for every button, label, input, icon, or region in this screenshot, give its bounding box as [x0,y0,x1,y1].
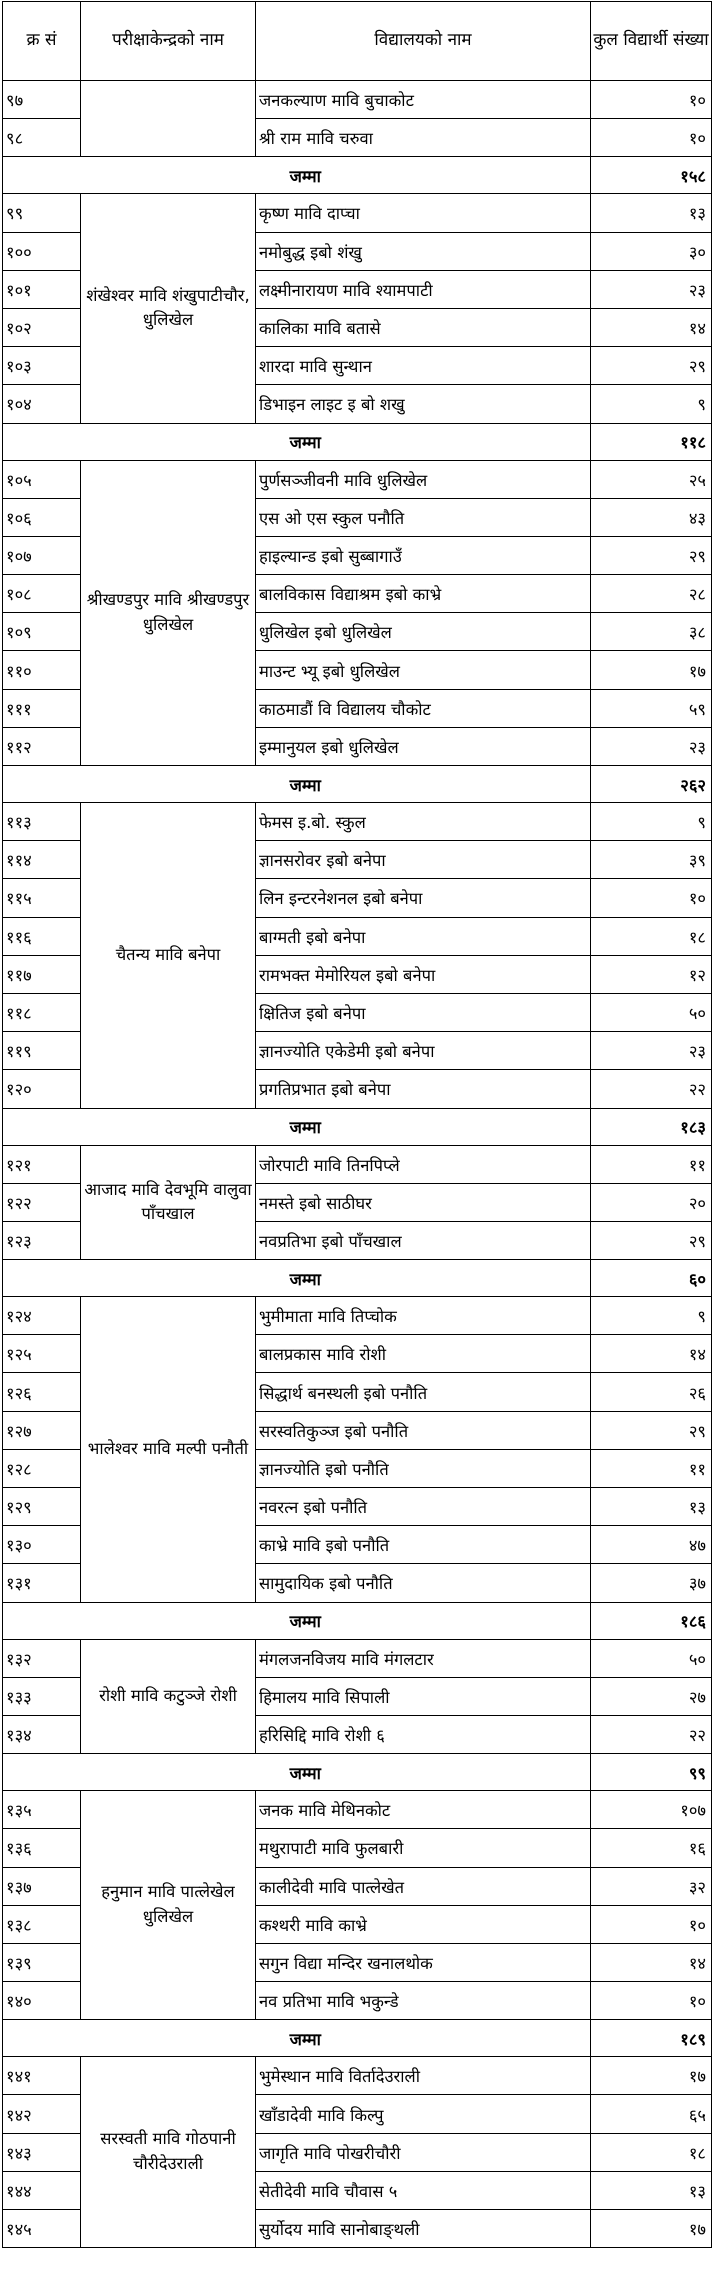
school-name-cell: ज्ञानज्योति इबो पनौति [256,1449,591,1487]
total-value: १८३ [591,1108,712,1145]
school-name-cell: कालिका मावि बतासे [256,308,591,346]
student-count-cell: १८ [591,917,712,955]
serial-number-cell: १४० [3,1982,81,2020]
serial-number-cell: १२६ [3,1373,81,1411]
student-count-cell: ३८ [591,613,712,651]
exam-center-cell [81,81,256,157]
total-label: जम्मा [81,1260,591,1297]
group-total-row [3,1108,712,1145]
student-count-cell: २९ [591,536,712,574]
serial-number-cell: १०२ [3,308,81,346]
total-label: जम्मा [81,1602,591,1639]
serial-number-cell: ११३ [3,803,81,841]
school-name-cell: डिभाइन लाइट इ बो शखु [256,385,591,423]
school-name-cell: जागृति मावि पोखरीचौरी [256,2133,591,2171]
student-count-cell: ४७ [591,1526,712,1564]
serial-number-cell: १४१ [3,2057,81,2095]
serial-number-cell: १०९ [3,613,81,651]
table-row [3,2057,712,2095]
student-count-cell: १८ [591,2133,712,2171]
serial-number-cell: १११ [3,689,81,727]
student-count-cell: २८ [591,575,712,613]
exam-center-table [2,1,712,2248]
student-count-cell: १४ [591,308,712,346]
exam-center-cell: हनुमान मावि पात्लेखेल धुलिखेल [81,1791,256,2020]
total-spacer-cell [3,423,81,460]
serial-number-cell: ११९ [3,1032,81,1070]
total-label: जम्मा [81,1108,591,1145]
table-row [3,194,712,232]
total-value: ६० [591,1260,712,1297]
table-row [3,460,712,498]
student-count-cell: ९ [591,1297,712,1335]
serial-number-cell: ११६ [3,917,81,955]
school-name-cell: नवप्रतिभा इबो पाँचखाल [256,1221,591,1259]
exam-center-document [2,1,712,2248]
serial-number-cell: १०५ [3,460,81,498]
total-value: २६२ [591,766,712,803]
group-total-row [3,157,712,194]
exam-center-cell: चैतन्य मावि बनेपा [81,803,256,1109]
group-total-row [3,1602,712,1639]
table-header-row [3,2,712,81]
table-row [3,1297,712,1335]
student-count-cell: २० [591,1183,712,1221]
total-label: जम्मा [81,2020,591,2057]
school-name-cell: ज्ञानसरोवर इबो बनेपा [256,841,591,879]
total-value: १८६ [591,1602,712,1639]
student-count-cell: ११ [591,1449,712,1487]
school-name-cell: रामभक्त मेमोरियल इबो बनेपा [256,955,591,993]
serial-number-cell: १०६ [3,498,81,536]
school-name-cell: फेमस इ.बो. स्कुल [256,803,591,841]
school-name-cell: मथुरापाटी मावि फुलबारी [256,1829,591,1867]
student-count-cell: १० [591,879,712,917]
total-spacer-cell [3,2020,81,2057]
school-name-cell: खाँडादेवी मावि किल्पु [256,2095,591,2133]
school-name-cell: ज्ञानज्योति एकेडेमी इबो बनेपा [256,1032,591,1070]
header-serial: क्र सं [3,2,81,81]
student-count-cell: २२ [591,1715,712,1753]
table-row [3,81,712,119]
student-count-cell: १७ [591,651,712,689]
serial-number-cell: ९८ [3,119,81,157]
group-total-row [3,1754,712,1791]
school-name-cell: जनकल्याण मावि बुचाकोट [256,81,591,119]
serial-number-cell: १०४ [3,385,81,423]
school-name-cell: प्रगतिप्रभात इबो बनेपा [256,1070,591,1108]
serial-number-cell: १३० [3,1526,81,1564]
school-name-cell: कश्थरी मावि काभ्रे [256,1905,591,1943]
total-value: १८९ [591,2020,712,2057]
student-count-cell: १३ [591,194,712,232]
exam-center-cell: आजाद मावि देवभूमि वालुवा पाँचखाल [81,1145,256,1260]
school-name-cell: लक्ष्मीनारायण मावि श्यामपाटी [256,270,591,308]
serial-number-cell: १३४ [3,1715,81,1753]
student-count-cell: २६ [591,1373,712,1411]
serial-number-cell: १०३ [3,347,81,385]
header-student-count: कुल विद्यार्थी संख्या [591,2,712,81]
serial-number-cell: १२३ [3,1221,81,1259]
table-body [3,81,712,2248]
school-name-cell: काभ्रे मावि इबो पनौति [256,1526,591,1564]
serial-number-cell: १२७ [3,1411,81,1449]
student-count-cell: २९ [591,1411,712,1449]
student-count-cell: १७ [591,2057,712,2095]
student-count-cell: २९ [591,347,712,385]
student-count-cell: ९ [591,385,712,423]
serial-number-cell: १२० [3,1070,81,1108]
school-name-cell: नवरत्न इबो पनौति [256,1488,591,1526]
group-total-row [3,2020,712,2057]
total-label: जम्मा [81,766,591,803]
serial-number-cell: १३५ [3,1791,81,1829]
serial-number-cell: १४३ [3,2133,81,2171]
school-name-cell: नमोबुद्ध इबो शंखु [256,232,591,270]
total-label: जम्मा [81,1754,591,1791]
header-exam-center: परीक्षाकेन्द्रको नाम [81,2,256,81]
school-name-cell: लिन इन्टरनेशनल इबो बनेपा [256,879,591,917]
serial-number-cell: १२५ [3,1335,81,1373]
student-count-cell: १० [591,119,712,157]
school-name-cell: सामुदायिक इबो पनौति [256,1564,591,1602]
exam-center-cell: श्रीखण्डपुर मावि श्रीखण्डपुर धुलिखेल [81,460,256,766]
student-count-cell: ९ [591,803,712,841]
serial-number-cell: १२८ [3,1449,81,1487]
school-name-cell: शारदा मावि सुन्थान [256,347,591,385]
student-count-cell: ५० [591,993,712,1031]
group-total-row [3,766,712,803]
student-count-cell: ३० [591,232,712,270]
student-count-cell: १४ [591,1335,712,1373]
student-count-cell: २३ [591,727,712,765]
table-row [3,1639,712,1677]
total-spacer-cell [3,1108,81,1145]
school-name-cell: सेतीदेवी मावि चौवास ५ [256,2171,591,2209]
school-name-cell: नमस्ते इबो साठीघर [256,1183,591,1221]
student-count-cell: १० [591,81,712,119]
total-spacer-cell [3,157,81,194]
serial-number-cell: ९७ [3,81,81,119]
school-name-cell: बालविकास विद्याश्रम इबो काभ्रे [256,575,591,613]
student-count-cell: ३९ [591,841,712,879]
student-count-cell: २५ [591,460,712,498]
serial-number-cell: १०१ [3,270,81,308]
group-total-row [3,1260,712,1297]
total-spacer-cell [3,1602,81,1639]
serial-number-cell: १३१ [3,1564,81,1602]
student-count-cell: ६५ [591,2095,712,2133]
total-spacer-cell [3,766,81,803]
student-count-cell: ३२ [591,1867,712,1905]
student-count-cell: २३ [591,270,712,308]
student-count-cell: ५९ [591,689,712,727]
serial-number-cell: १०० [3,232,81,270]
exam-center-cell: भालेश्वर मावि मल्पी पनौती [81,1297,256,1603]
serial-number-cell: ११८ [3,993,81,1031]
school-name-cell: जोरपाटी मावि तिनपिप्ले [256,1145,591,1183]
serial-number-cell: १३६ [3,1829,81,1867]
serial-number-cell: १३३ [3,1677,81,1715]
total-label: जम्मा [81,157,591,194]
serial-number-cell: १०७ [3,536,81,574]
student-count-cell: २२ [591,1070,712,1108]
student-count-cell: ४३ [591,498,712,536]
school-name-cell: सगुन विद्या मन्दिर खनालथोक [256,1943,591,1981]
school-name-cell: एस ओ एस स्कुल पनौति [256,498,591,536]
total-value: ११८ [591,423,712,460]
student-count-cell: ५० [591,1639,712,1677]
student-count-cell: १३ [591,2171,712,2209]
student-count-cell: १० [591,1905,712,1943]
school-name-cell: सुर्योदय मावि सानोबाङ्थली [256,2210,591,2248]
student-count-cell: २७ [591,1677,712,1715]
serial-number-cell: १४२ [3,2095,81,2133]
serial-number-cell: १४५ [3,2210,81,2248]
student-count-cell: १६ [591,1829,712,1867]
total-value: १५८ [591,157,712,194]
serial-number-cell: ११४ [3,841,81,879]
group-total-row [3,423,712,460]
school-name-cell: क्षितिज इबो बनेपा [256,993,591,1031]
school-name-cell: इम्मानुयल इबो धुलिखेल [256,727,591,765]
serial-number-cell: ११० [3,651,81,689]
total-label: जम्मा [81,423,591,460]
serial-number-cell: १२९ [3,1488,81,1526]
serial-number-cell: ११५ [3,879,81,917]
school-name-cell: धुलिखेल इबो धुलिखेल [256,613,591,651]
student-count-cell: १० [591,1982,712,2020]
school-name-cell: भुमीमाता मावि तिप्चोक [256,1297,591,1335]
serial-number-cell: १३९ [3,1943,81,1981]
table-row [3,803,712,841]
serial-number-cell: १२२ [3,1183,81,1221]
exam-center-cell: शंखेश्वर मावि शंखुपाटीचौर, धुलिखेल [81,194,256,423]
total-spacer-cell [3,1754,81,1791]
student-count-cell: १२ [591,955,712,993]
school-name-cell: मंगलजनविजय मावि मंगलटार [256,1639,591,1677]
total-spacer-cell [3,1260,81,1297]
student-count-cell: ३७ [591,1564,712,1602]
school-name-cell: नव प्रतिभा मावि भकुन्डे [256,1982,591,2020]
student-count-cell: २९ [591,1221,712,1259]
exam-center-cell: रोशी मावि कटुञ्जे रोशी [81,1639,256,1754]
school-name-cell: पुर्णसञ्जीवनी मावि धुलिखेल [256,460,591,498]
school-name-cell: श्री राम मावि चरुवा [256,119,591,157]
school-name-cell: हिमालय मावि सिपाली [256,1677,591,1715]
school-name-cell: भुमेस्थान मावि विर्तादेउराली [256,2057,591,2095]
student-count-cell: २३ [591,1032,712,1070]
school-name-cell: सिद्धार्थ बनस्थली इबो पनौति [256,1373,591,1411]
school-name-cell: सरस्वतिकुञ्ज इबो पनौति [256,1411,591,1449]
school-name-cell: हरिसिद्दि मावि रोशी ६ [256,1715,591,1753]
serial-number-cell: ११७ [3,955,81,993]
serial-number-cell: १२१ [3,1145,81,1183]
school-name-cell: हाइल्यान्ड इबो सुब्बागाउँ [256,536,591,574]
serial-number-cell: १२४ [3,1297,81,1335]
serial-number-cell: १३७ [3,1867,81,1905]
school-name-cell: कालीदेवी मावि पात्लेखेत [256,1867,591,1905]
school-name-cell: काठमाडौं वि विद्यालय चौकोट [256,689,591,727]
student-count-cell: १३ [591,1488,712,1526]
serial-number-cell: १०८ [3,575,81,613]
serial-number-cell: ११२ [3,727,81,765]
school-name-cell: बालप्रकास मावि रोशी [256,1335,591,1373]
table-row [3,1791,712,1829]
school-name-cell: कृष्ण मावि दाप्चा [256,194,591,232]
serial-number-cell: ९९ [3,194,81,232]
school-name-cell: बाग्मती इबो बनेपा [256,917,591,955]
school-name-cell: जनक मावि मेथिनकोट [256,1791,591,1829]
serial-number-cell: १४४ [3,2171,81,2209]
student-count-cell: १४ [591,1943,712,1981]
student-count-cell: ११ [591,1145,712,1183]
total-value: ९९ [591,1754,712,1791]
school-name-cell: माउन्ट भ्यू इबो धुलिखेल [256,651,591,689]
exam-center-cell: सरस्वती मावि गोठपानी चौरीदेउराली [81,2057,256,2248]
serial-number-cell: १३८ [3,1905,81,1943]
student-count-cell: १०७ [591,1791,712,1829]
table-row [3,1145,712,1183]
header-school-name: विद्यालयको नाम [256,2,591,81]
student-count-cell: १७ [591,2210,712,2248]
serial-number-cell: १३२ [3,1639,81,1677]
